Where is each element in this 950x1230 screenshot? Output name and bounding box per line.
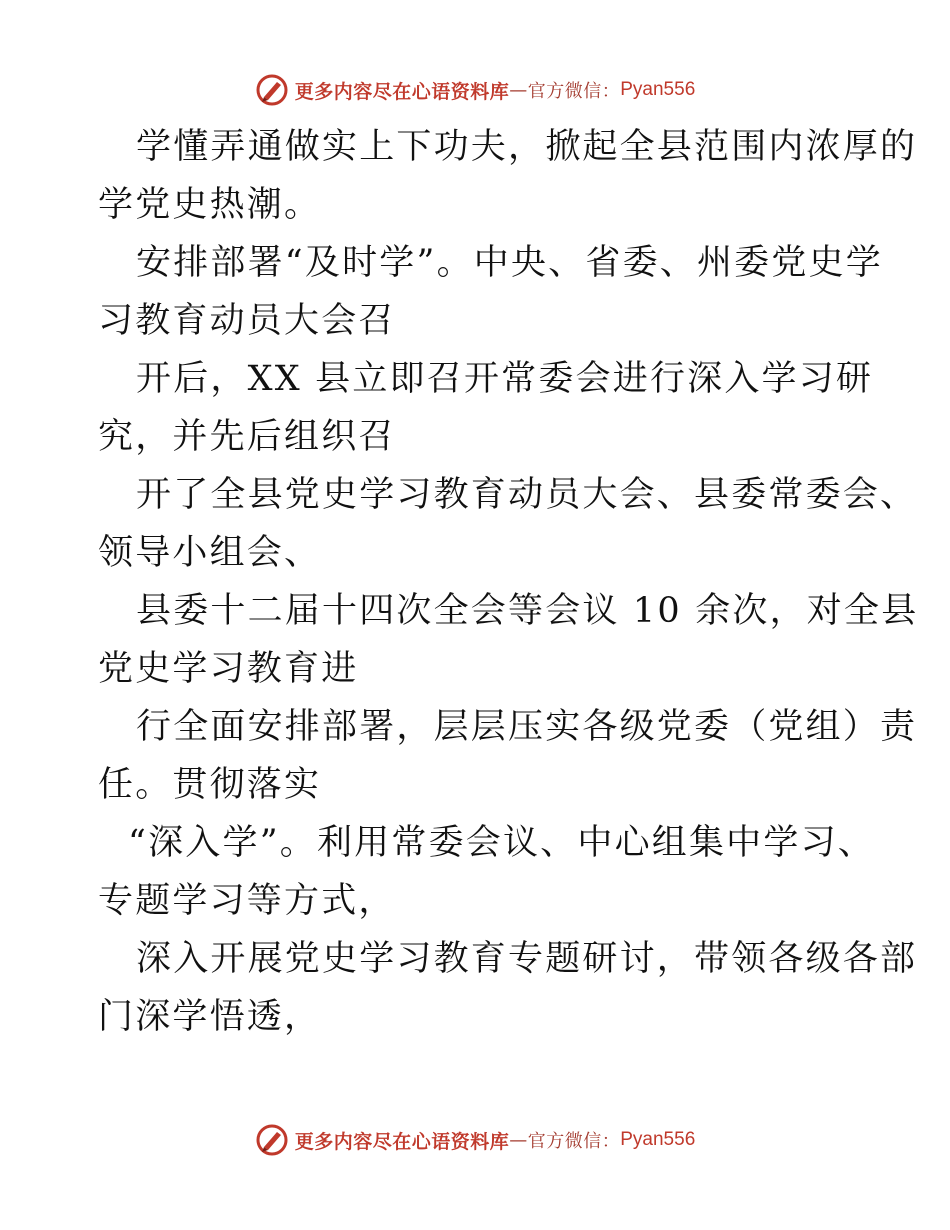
text-line: 门深学悟透， <box>98 997 322 1037</box>
text-line: 学党史热潮。 <box>98 185 322 225</box>
text-line: “深入学”。利用常委会议、中心组集中学习、 <box>128 823 875 863</box>
watermark-id: Pyan556 <box>620 1129 696 1150</box>
body-text <box>98 118 919 1046</box>
text-line: 领导小组会、 <box>98 533 322 573</box>
text-line: 党史学习教育进 <box>98 649 359 689</box>
text-line: 任。贯彻落实 <box>98 765 322 805</box>
text-line: 究，并先后组织召 <box>98 417 396 457</box>
pen-circle-icon <box>255 1123 289 1157</box>
watermark-dash: — <box>509 79 528 101</box>
header-watermark <box>0 70 950 110</box>
watermark-id: Pyan556 <box>620 79 696 100</box>
text-line: 学懂弄通做实上下功夫，掀起全县范围内浓厚的 <box>136 127 918 167</box>
watermark-contact: 官方微信： <box>527 1131 621 1152</box>
text-line: 专题学习等方式， <box>98 881 396 921</box>
pen-circle-icon <box>255 73 289 107</box>
watermark-content <box>255 1123 696 1157</box>
footer-watermark <box>0 1120 950 1160</box>
watermark-brand: 更多内容尽在心语资料库 <box>294 1130 510 1153</box>
text-line: 开了全县党史学习教育动员大会、县委常委会、 <box>136 475 918 515</box>
watermark-content <box>255 73 696 107</box>
watermark-dash: — <box>509 1129 528 1151</box>
text-line: 安排部署“及时学”。中央、省委、州委党史学 <box>136 243 883 283</box>
watermark-contact: 官方微信： <box>527 81 621 102</box>
text-line: 深入开展党史学习教育专题研讨，带领各级各部 <box>136 939 918 979</box>
watermark-brand: 更多内容尽在心语资料库 <box>294 80 510 103</box>
text-line: 开后，XX 县立即召开常委会进行深入学习研 <box>136 359 874 399</box>
text-line: 行全面安排部署，层层压实各级党委（党组）责 <box>136 707 918 747</box>
text-line: 县委十二届十四次全会等会议 10 余次，对全县 <box>136 591 919 631</box>
text-line: 习教育动员大会召 <box>98 301 396 341</box>
